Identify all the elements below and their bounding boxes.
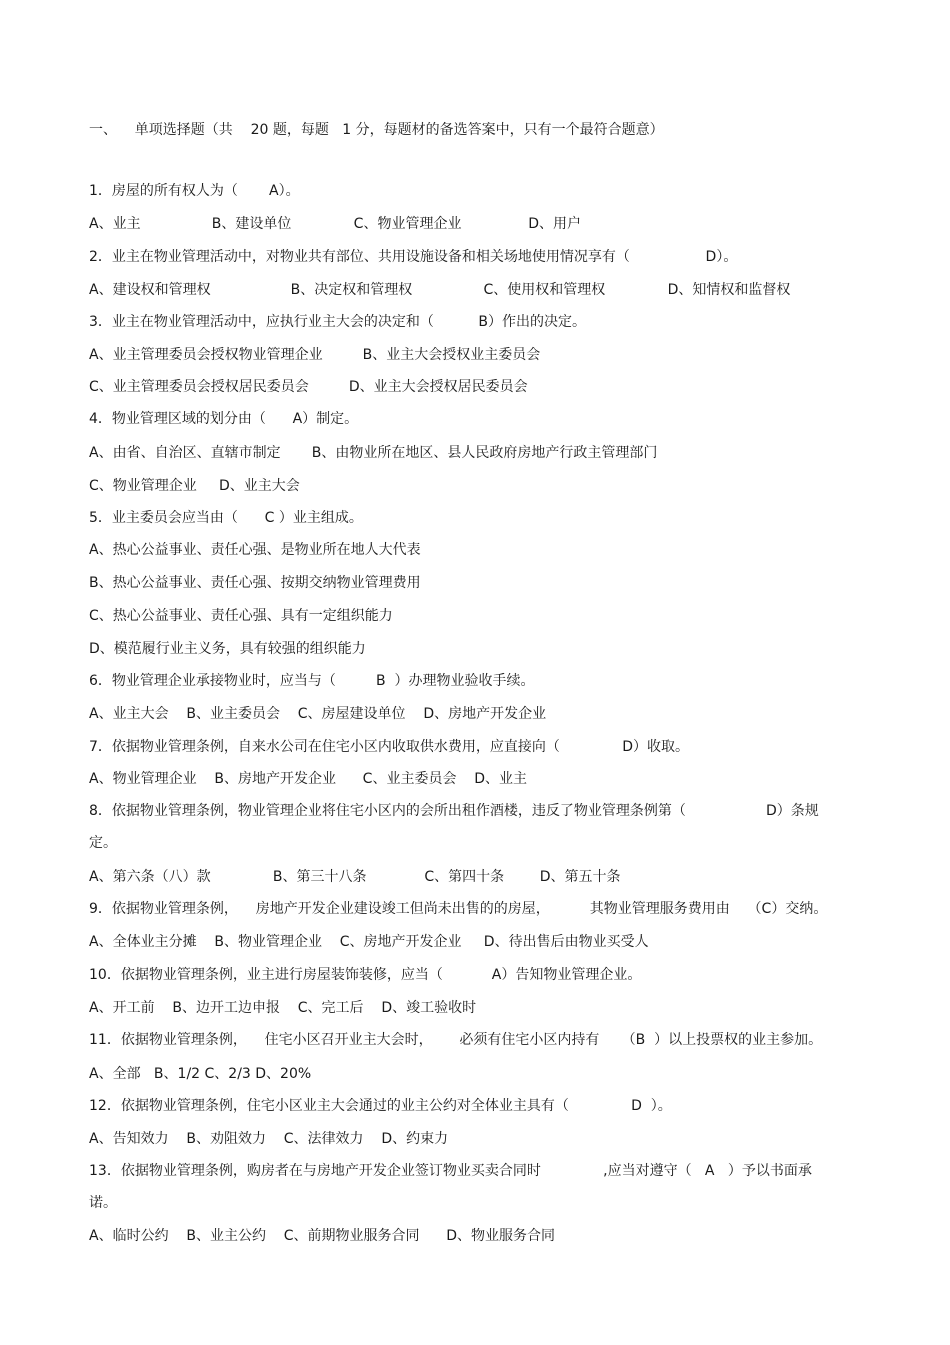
question-text: 4．物业管理区域的划分由（ A）制定。	[89, 411, 359, 427]
question-text: 13．依据物业管理条例，购房者在与房地产开发企业签订物业买卖合同时 ,应当对遵守（ A ）予以书面承	[89, 1163, 812, 1179]
question-text: 11．依据物业管理条例， 住宅小区召开业主大会时， 必须有住宅小区内持有 （B ）以上投票权的业主参加。	[89, 1032, 823, 1048]
question-text: 定。	[89, 835, 117, 851]
answer-options: D、模范履行业主义务，具有较强的组织能力	[89, 641, 366, 657]
question-text: 9．依据物业管理条例， 房地产开发企业建设竣工但尚未出售的的房屋， 其物业管理服务费用由 （C）交纳。	[89, 901, 828, 917]
answer-options: A、业主大会 B、业主委员会 C、房屋建设单位 D、房地产开发企业	[89, 706, 547, 722]
question-text: 3．业主在物业管理活动中，应执行业主大会的决定和（ B）作出的决定。	[89, 314, 587, 330]
section-title: 一、 单项选择题（共 20 题，每题 1 分，每题材的备选答案中，只有一个最符合题意）	[89, 122, 664, 138]
answer-options: A、告知效力 B、劝阻效力 C、法律效力 D、约束力	[89, 1131, 449, 1147]
answer-options: C、业主管理委员会授权居民委员会 D、业主大会授权居民委员会	[89, 379, 528, 395]
question-text: 诺。	[89, 1195, 117, 1211]
answer-options: A、开工前 B、边开工边申报 C、完工后 D、竣工验收时	[89, 1000, 477, 1016]
answer-options: A、全部 B、1/2 C、2/3 D、20%	[89, 1066, 312, 1082]
question-text: 6．物业管理企业承接物业时，应当与（ B ）办理物业验收手续。	[89, 673, 535, 689]
question-text: 2．业主在物业管理活动中，对物业共有部位、共用设施设备和相关场地使用情况享有（ D）。	[89, 249, 738, 265]
answer-options: A、第六条（八）款 B、第三十八条 C、第四十条 D、第五十条	[89, 869, 621, 885]
answer-options: C、物业管理企业 D、业主大会	[89, 478, 300, 494]
answer-options: A、物业管理企业 B、房地产开发企业 C、业主委员会 D、业主	[89, 771, 528, 787]
question-text: 8．依据物业管理条例，物业管理企业将住宅小区内的会所出租作酒楼，违反了物业管理条例第（ D）条规	[89, 803, 819, 819]
answer-options: A、建设权和管理权 B、决定权和管理权 C、使用权和管理权 D、知情权和监督权	[89, 282, 791, 298]
question-text: 5．业主委员会应当由（ C ）业主组成。	[89, 510, 363, 526]
question-text: 1．房屋的所有权人为（ A）。	[89, 183, 300, 199]
answer-options: A、全体业主分摊 B、物业管理企业 C、房地产开发企业 D、待出售后由物业买受人	[89, 934, 649, 950]
question-text: 12．依据物业管理条例，住宅小区业主大会通过的业主公约对全体业主具有（ D ）。	[89, 1098, 672, 1114]
answer-options: C、热心公益事业、责任心强、具有一定组织能力	[89, 608, 393, 624]
answer-options: A、业主 B、建设单位 C、物业管理企业 D、用户	[89, 216, 581, 232]
question-text: 7．依据物业管理条例，自来水公司在住宅小区内收取供水费用，应直接向（ D）收取。	[89, 739, 689, 755]
answer-options: A、热心公益事业、责任心强、是物业所在地人大代表	[89, 542, 421, 558]
answer-options: B、热心公益事业、责任心强、按期交纳物业管理费用	[89, 575, 421, 591]
question-text: 10．依据物业管理条例，业主进行房屋装饰装修，应当（ A）告知物业管理企业。	[89, 967, 642, 983]
answer-options: A、业主管理委员会授权物业管理企业 B、业主大会授权业主委员会	[89, 347, 541, 363]
answer-options: A、由省、自治区、直辖市制定 B、由物业所在地区、县人民政府房地产行政主管理部门	[89, 445, 658, 461]
answer-options: A、临时公约 B、业主公约 C、前期物业服务合同 D、物业服务合同	[89, 1228, 556, 1244]
